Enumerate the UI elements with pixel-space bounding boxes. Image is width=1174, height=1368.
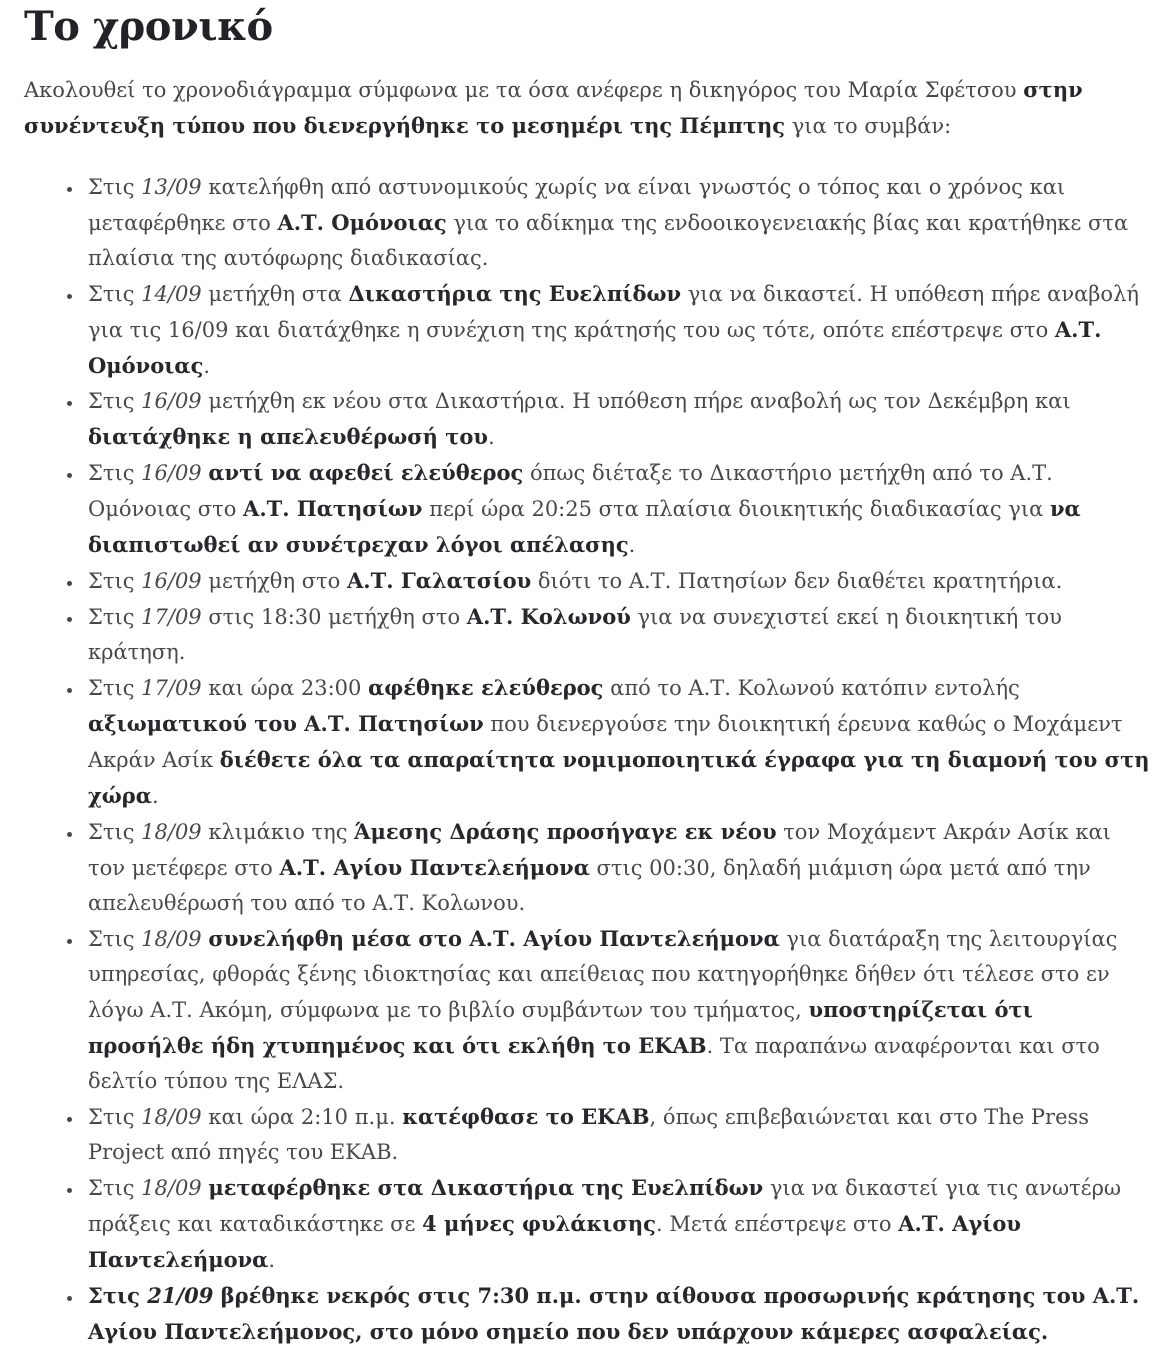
list-item: • Στις 17/09 και ώρα 23:00 αφέθηκε ελεύθερος από το Α.Τ. Κολωνού κατόπιν εντολής αξιωματικού του Α.Τ. Πατησίων που διενεργούσε την διοικητική έρευνα καθώς ο Μοχάμεντ Ακράν Ασίκ διέθετε όλα τα απαραίτητα νομιμοποιητικά έγραφα για τη διαμονή του στη χώρα. <box>84 670 1154 814</box>
list-item: • Στις 13/09 κατελήφθη από αστυνομικούς χωρίς να είναι γνωστός ο τόπος και ο χρόνος και μεταφέρθηκε στο Α.Τ. Ομόνοιας για το αδίκημα της ενδοοικογενειακής βίας και κρατήθηκε στα πλαίσια της αυτόφωρης διαδικασίας. <box>84 170 1154 276</box>
page-title: Το χρονικό <box>24 3 273 50</box>
list-item: • Στις 18/09 κλιμάκιο της Άμεσης Δράσης προσήγαγε εκ νέου τον Μοχάμεντ Ακράν Ασίκ και τον μετέφερε στο Α.Τ. Αγίου Παντελεήμονα στις 00:30, δηλαδή μιάμιση ώρα μετά από την απελευθέρωσή του από το Α.Τ. Κολωνου. <box>84 814 1154 921</box>
list-item: • Στις 14/09 μετήχθη στα Δικαστήρια της Ευελπίδων για να δικαστεί. Η υπόθεση πήρε αναβολή για τις 16/09 και διατάχθηκε η συνέχιση της κράτησής του ως τότε, οπότε επέστρεψε στο Α.Τ. Ομόνοιας. <box>84 276 1154 384</box>
intro-paragraph: Ακολουθεί το χρονοδιάγραμμα σύμφωνα με τα όσα ανέφερε η δικηγόρος του Μαρία Σφέτσου στην συνέντευξη τύπου που διενεργήθηκε το μεσημέρι της Πέμπτης για το συμβάν: <box>24 77 1083 138</box>
list-item: • Στις 18/09 μεταφέρθηκε στα Δικαστήρια της Ευελπίδων για να δικαστεί για τις ανωτέρω πράξεις και καταδικάστηκε σε 4 μήνες φυλάκισης. Μετά επέστρεψε στο Α.Τ. Αγίου Παντελεήμονα. <box>84 1170 1154 1278</box>
list-item: • Στις 16/09 αντί να αφεθεί ελεύθερος όπως διέταξε το Δικαστήριο μετήχθη από το Α.Τ. Ομόνοιας στο Α.Τ. Πατησίων περί ώρα 20:25 στα πλαίσια διοικητικής διαδικασίας για να διαπιστωθεί αν συνέτρεχαν λόγοι απέλασης. <box>84 455 1154 563</box>
list-item: • Στις 18/09 και ώρα 2:10 π.μ. κατέφθασε το ΕΚΑΒ, όπως επιβεβαιώνεται και στο The Press Project από πηγές του ΕΚΑΒ. <box>84 1099 1154 1170</box>
timeline-list <box>24 170 1154 1350</box>
list-item: • Στις 17/09 στις 18:30 μετήχθη στο Α.Τ. Κολωνού για να συνεχιστεί εκεί η διοικητική του κράτηση. <box>84 599 1154 670</box>
list-item: • Στις 21/09 βρέθηκε νεκρός στις 7:30 π.μ. στην αίθουσα προσωρινής κράτησης του Α.Τ. Αγίου Παντελεήμονος, στο μόνο σημείο που δεν υπάρχουν κάμερες ασφαλείας. <box>84 1278 1154 1350</box>
list-item: • Στις 16/09 μετήχθη εκ νέου στα Δικαστήρια. Η υπόθεση πήρε αναβολή ως τον Δεκέμβρη και διατάχθηκε η απελευθέρωσή του. <box>84 384 1154 455</box>
list-item: • Στις 18/09 συνελήφθη μέσα στο Α.Τ. Αγίου Παντελεήμονα για διατάραξη της λειτουργίας υπηρεσίας, φθοράς ξένης ιδιοκτησίας και απείθειας που κατηγορήθηκε δήθεν ότι τέλεσε στο εν λόγω Α.Τ. Ακόμη, σύμφωνα με το βιβλίο συμβάντων του τμήματος, υποστηρίζεται ότι προσήλθε ήδη χτυπημένος και ότι εκλήθη το ΕΚΑΒ. Τα παραπάνω αναφέρονται και στο δελτίο τύπου της ΕΛΑΣ. <box>84 921 1154 1099</box>
list-item: • Στις 16/09 μετήχθη στο Α.Τ. Γαλατσίου διότι το Α.Τ. Πατησίων δεν διαθέτει κρατητήρια. <box>84 563 1154 599</box>
